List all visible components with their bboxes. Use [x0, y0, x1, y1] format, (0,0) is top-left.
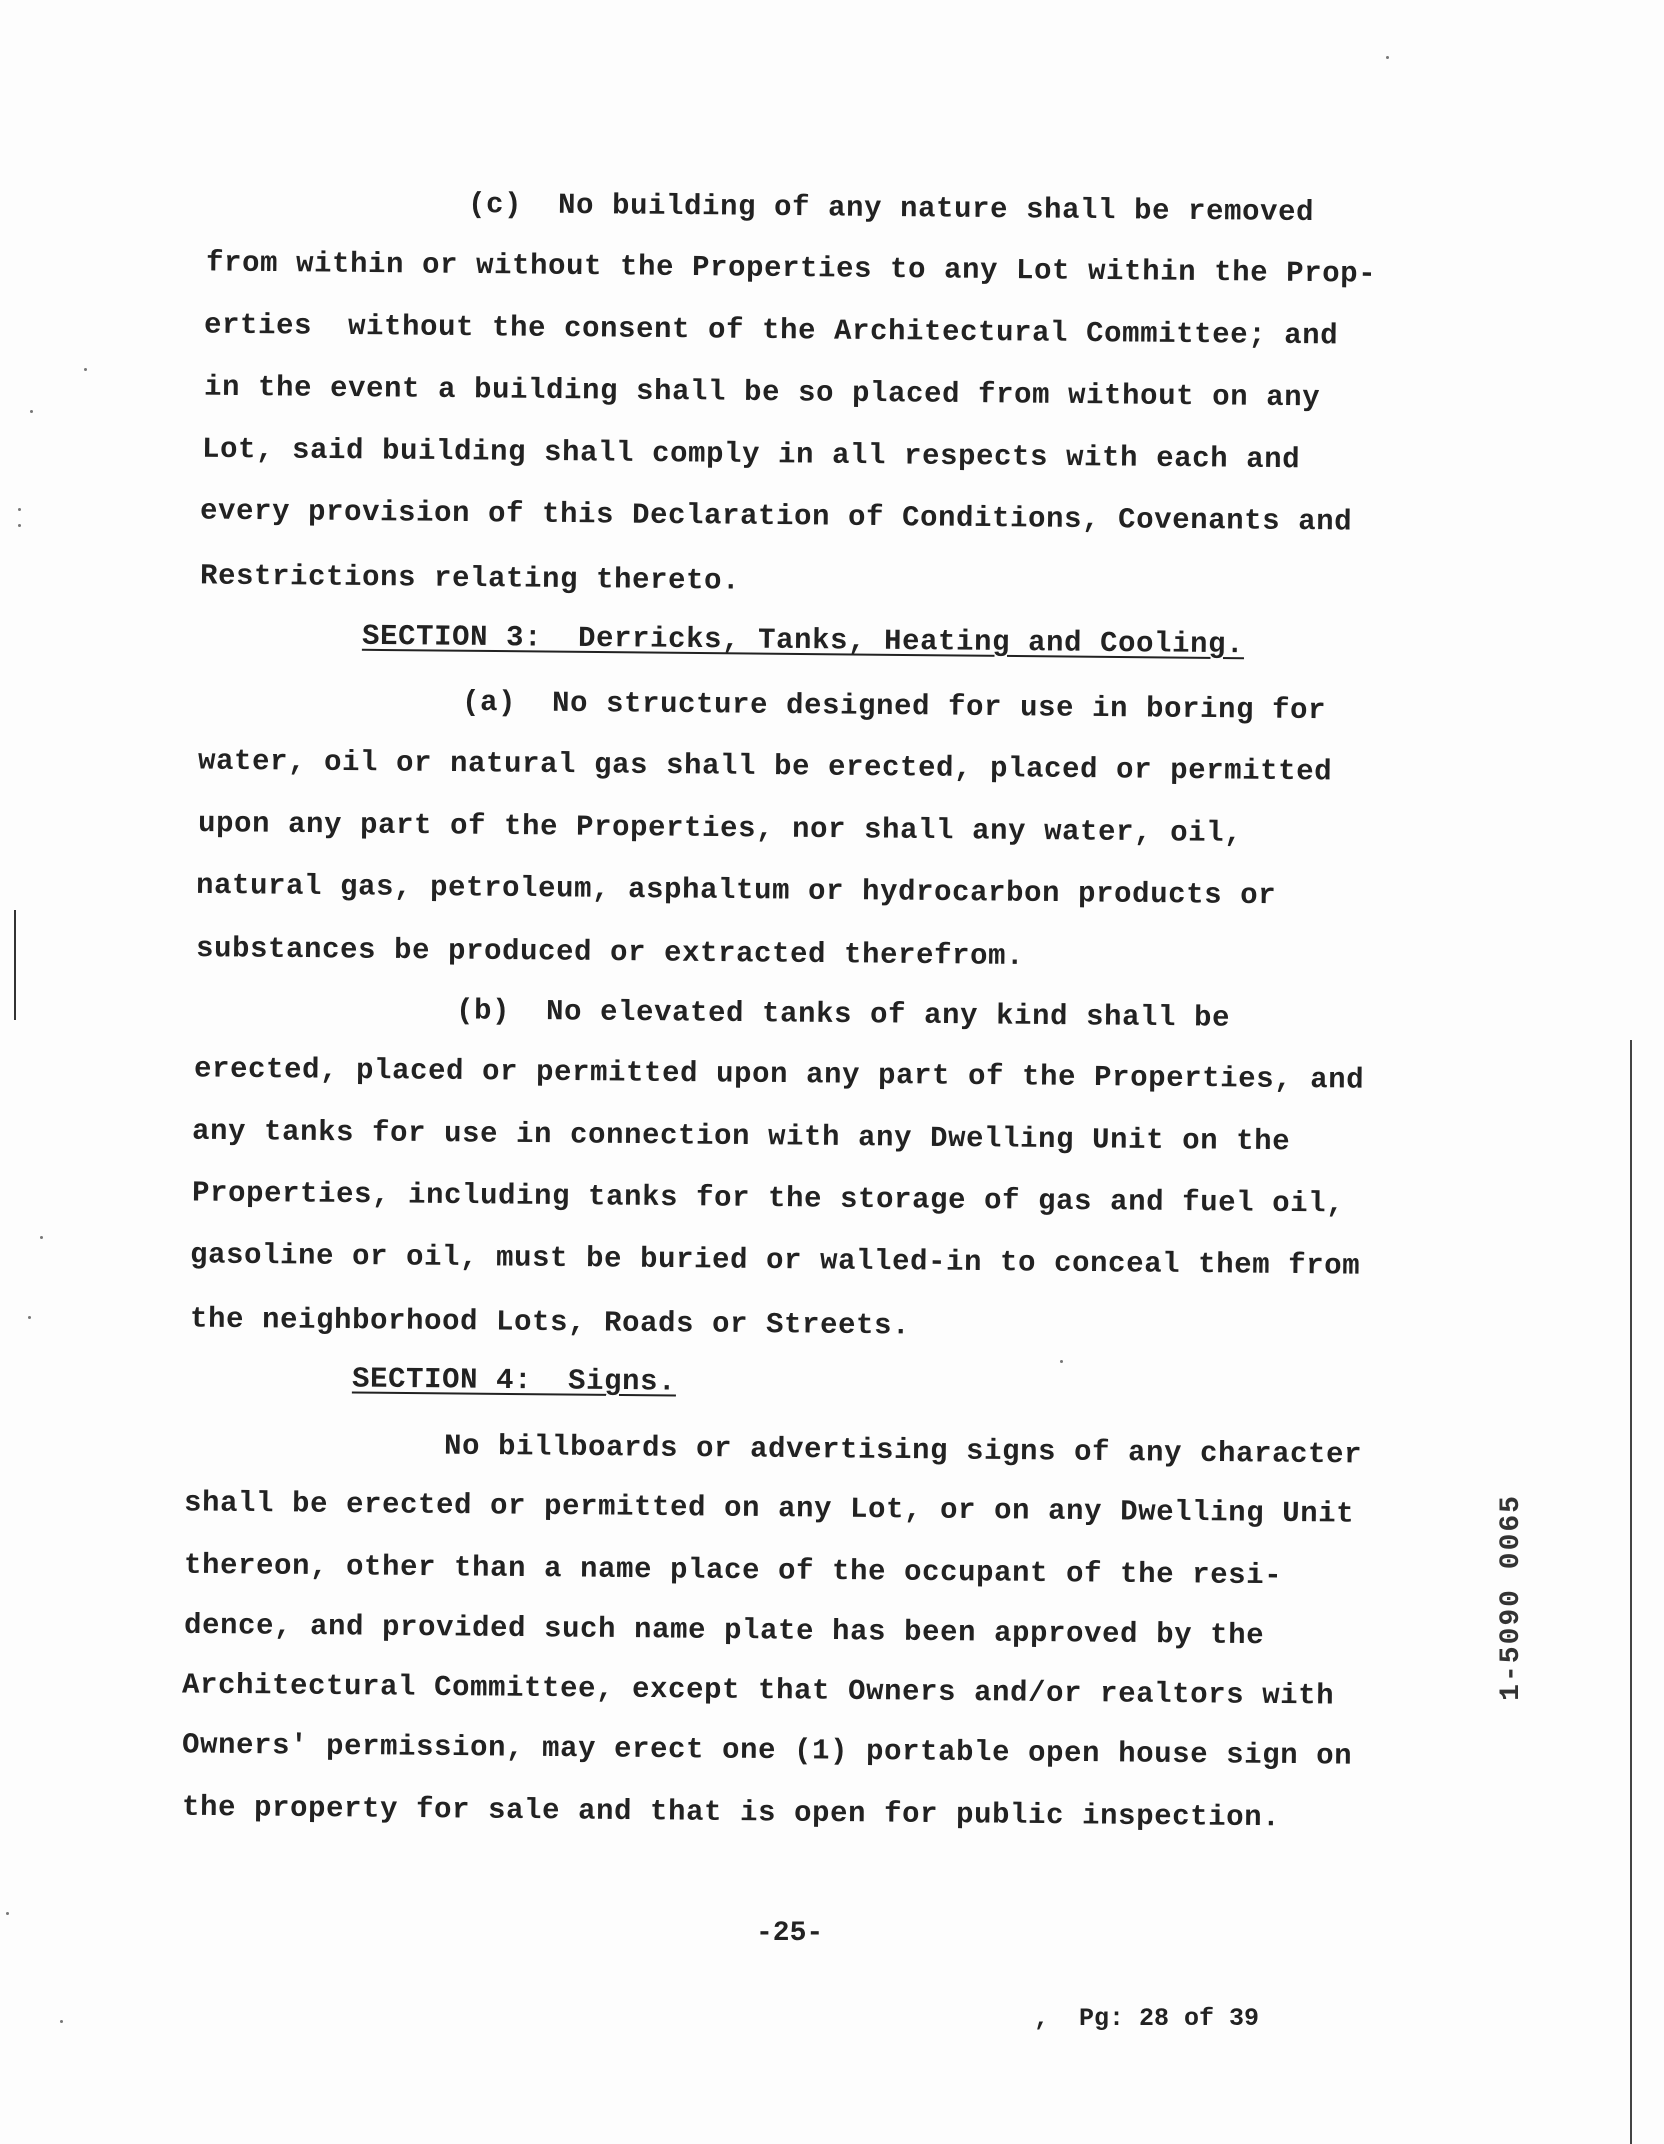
scan-speck — [6, 1912, 9, 1915]
section-4-line: Architectural Committee, except that Owners and/or realtors with — [181, 1668, 1335, 1713]
scan-edge-line — [1630, 1040, 1632, 2144]
paragraph-c-line: every provision of this Declaration of Conditions, Covenants and — [199, 494, 1353, 539]
section-3-heading: SECTION 3: Derricks, Tanks, Heating and Cooling. — [361, 619, 1245, 662]
section-4-line: thereon, other than a name place of the occupant of the resi- — [183, 1548, 1283, 1593]
section-3a-line: natural gas, petroleum, asphaltum or hydrocarbon products or — [195, 868, 1277, 913]
section-3a-line: (a) No structure designed for use in boring for — [461, 685, 1327, 728]
section-3a-line: upon any part of the Properties, nor shall any water, oil, — [197, 806, 1243, 851]
section-3b-line: (b) No elevated tanks of any kind shall be — [455, 994, 1231, 1035]
paragraph-c-line: in the event a building shall be so placed from without on any — [203, 370, 1321, 415]
margin-recording-code: 1-5090 0065 — [1496, 1494, 1527, 1701]
section-4-line: No billboards or advertising signs of any character — [443, 1429, 1363, 1472]
section-4-line: Owners' permission, may erect one (1) portable open house sign on — [181, 1728, 1353, 1773]
scan-speck — [1060, 1360, 1063, 1363]
paragraph-c-line: erties without the consent of the Architectural Committee; and — [203, 308, 1339, 353]
section-4-heading: SECTION 4: Signs. — [351, 1362, 677, 1399]
paragraph-c-line: Lot, said building shall comply in all respects with each and — [201, 432, 1301, 477]
section-3b-line: gasoline or oil, must be buried or walled-in to conceal them from — [189, 1238, 1361, 1283]
paragraph-c-line: from within or without the Properties to any Lot within the Prop- — [205, 246, 1377, 291]
section-4-line: dence, and provided such name plate has been approved by the — [183, 1608, 1265, 1653]
scan-speck — [28, 1316, 31, 1319]
paragraph-c-line: Restrictions relating thereto. — [199, 559, 741, 598]
section-3a-line: substances be produced or extracted therefrom. — [195, 932, 1025, 973]
scan-speck — [18, 508, 21, 511]
scan-speck — [30, 410, 33, 413]
section-4-line: the property for sale and that is open for public inspection. — [181, 1790, 1281, 1835]
page-count-footer: , Pg: 28 of 39 — [1034, 2004, 1260, 2033]
section-4-line: shall be erected or permitted on any Lot, or on any Dwelling Unit — [183, 1486, 1355, 1531]
scan-speck — [18, 524, 21, 527]
paragraph-c-line: (c) No building of any nature shall be removed — [467, 187, 1315, 230]
scan-speck — [40, 1236, 43, 1239]
section-3b-line: Properties, including tanks for the storage of gas and fuel oil, — [191, 1176, 1345, 1221]
section-3a-line: water, oil or natural gas shall be erected, placed or permitted — [197, 744, 1333, 789]
section-3b-line: any tanks for use in connection with any Dwelling Unit on the — [191, 1114, 1291, 1159]
page-number: -25- — [756, 1918, 824, 1949]
scan-speck — [60, 2020, 63, 2023]
section-3b-line: the neighborhood Lots, Roads or Streets. — [189, 1302, 911, 1343]
scan-speck — [84, 368, 87, 371]
scan-edge-line — [14, 910, 16, 1020]
section-3b-line: erected, placed or permitted upon any part of the Properties, and — [193, 1052, 1365, 1097]
scan-speck — [1386, 56, 1389, 59]
